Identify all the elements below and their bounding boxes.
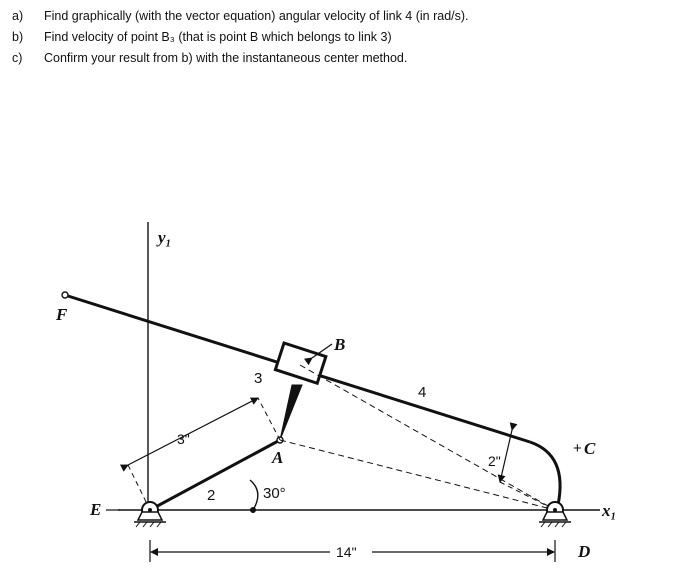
link-3-rod — [280, 385, 302, 440]
ground-pivot-d — [539, 502, 571, 527]
y-axis-label: y₁ — [158, 228, 172, 247]
label-link-3: 3 — [254, 370, 263, 387]
dim-2in-label: 2" — [488, 453, 501, 469]
label-f: F — [56, 305, 68, 324]
dim-14in-label: 14" — [336, 544, 357, 560]
dim-3in-label: 3" — [177, 431, 190, 447]
angle-label: 30° — [263, 485, 286, 502]
question-b-text: Find velocity of point B₃ (that is point B which belongs to link 3) — [44, 30, 392, 44]
link-4-curve — [530, 442, 560, 505]
pivot-dot — [250, 507, 256, 513]
question-b-letter: b) — [12, 30, 24, 44]
label-e: E — [90, 500, 102, 519]
label-d: D — [578, 542, 591, 561]
x-axis-label: x₁ — [602, 501, 617, 520]
dim-2in-line — [500, 430, 512, 482]
question-a-text: Find graphically (with the vector equation) angular velocity of link 4 (in rad/s). — [44, 9, 469, 23]
label-a: A — [272, 448, 284, 467]
question-c-letter: c) — [12, 51, 23, 65]
angle-arc — [250, 480, 258, 510]
label-b: B — [334, 335, 346, 354]
label-c: C — [584, 439, 596, 458]
question-c-text: Confirm your result from b) with the instantaneous center method. — [44, 51, 408, 65]
cross-c: + — [573, 440, 582, 457]
label-link-4: 4 — [418, 384, 427, 401]
pin-f — [62, 292, 68, 298]
label-link-2: 2 — [207, 487, 216, 504]
question-a-letter: a) — [12, 9, 24, 23]
dashed-line-a-perp — [258, 398, 280, 440]
slider-block-b — [275, 343, 325, 383]
dashed-line-ad — [280, 440, 555, 510]
ground-pivot-e — [134, 502, 166, 527]
